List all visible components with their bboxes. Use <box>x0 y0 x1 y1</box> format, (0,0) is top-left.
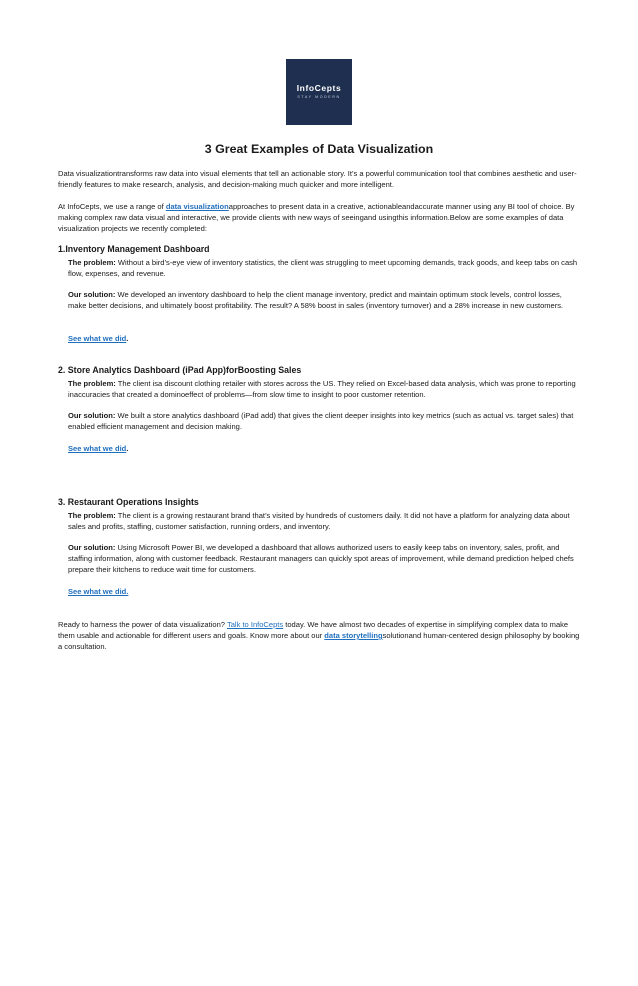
logo-wordmark: InfoCepts <box>296 83 342 94</box>
data-storytelling-link[interactable]: data storytelling <box>324 631 383 640</box>
see-what-we-did-paragraph <box>68 586 580 597</box>
see-what-we-did-paragraph: See what we did. <box>68 444 129 453</box>
outro-paragraph: Ready to harness the power of data visualization? Talk to InfoCepts today. We have almost two decades of expertise in simplifying complex data to make them usable and actionable for different users and goals. Know more about our data storytellingsolutionand human-centered design philosophy by booking a consultation. <box>58 620 580 651</box>
section-heading-store-analytics: 2. Store Analytics Dashboard (iPad App)forBoosting Sales <box>58 365 302 375</box>
section-heading-inventory: 1.Inventory Management Dashboard <box>58 244 210 254</box>
see-what-we-did-link-restaurant[interactable]: See what we did. <box>68 587 129 596</box>
intro-paragraph: Data visualizationtransforms raw data into visual elements that tell an actionable story. It’s a powerful communication tool that combines aesthetic and user-friendly features to make research, analysis, and decision-making much quicker and more intelligent. <box>58 169 577 189</box>
logo-tagline: STAY MODERN <box>297 94 341 99</box>
section-solution: Our solution: Using Microsoft Power BI, we developed a dashboard that allows authorized users to easily keep tabs on inventory, sales, profit, and staffing information, along with customer feedback. Restaurant managers can quickly spot areas of improvement, while demand prediction helped chefs prepare their kitchens to reduce wait time for customers. <box>68 543 574 574</box>
data-visualization-link[interactable]: data visualization <box>165 202 229 211</box>
section-solution: Our solution: We built a store analytics dashboard (iPad add) that gives the client deeper insights into key metrics (such as actual vs. target sales) that enabled efficient management and decision making. <box>68 411 574 431</box>
intro-paragraph-2: At InfoCepts, we use a range of data visualizationapproaches to present data in a creative, actionableandaccurate manner using any BI tool of choice. By making complex raw data visual and interactive, we provide clients with new ways of seeingand usingthis information.Below are some examples of data visualization projects we recently completed: <box>58 202 575 233</box>
page-title: 3 Great Examples of Data Visualization <box>204 142 434 156</box>
section-solution: Our solution: We developed an inventory dashboard to help the client manage inventory, predict and maintain optimum stock levels, control losses, make better decisions, and ultimately boost profitability. The result? A 58% boost in sales (inventory turnover) and a 28% increase in new customers. <box>68 290 564 310</box>
see-what-we-did-link-inventory[interactable]: See what we did <box>68 334 127 343</box>
section-problem: The problem: Without a bird’s-eye view of inventory statistics, the client was struggling to meet upcoming demands, track goods, and keep tabs on cash flow, expenses, and revenue. <box>68 258 578 278</box>
see-what-we-did-link-store[interactable]: See what we did <box>68 444 127 453</box>
talk-to-infocepts-link[interactable]: Talk to InfoCepts <box>226 620 284 629</box>
section-heading-restaurant: 3. Restaurant Operations Insights <box>58 497 199 507</box>
section-problem: The problem: The client is a growing restaurant brand that’s visited by hundreds of customers daily. It did not have a platform for analyzing data about sales and profits, staffing, customer satisfaction, running orders, and inventory. <box>68 511 570 531</box>
infocepts-logo <box>286 59 352 125</box>
section-problem: The problem: The client isa discount clothing retailer with stores across the US. They relied on Excel-based data analysis, which was prone to reporting inaccuracies that created a dominoeffect of problems—from slow time to insight to poor customer retention. <box>68 379 576 399</box>
see-what-we-did-paragraph: See what we did. <box>68 334 129 343</box>
